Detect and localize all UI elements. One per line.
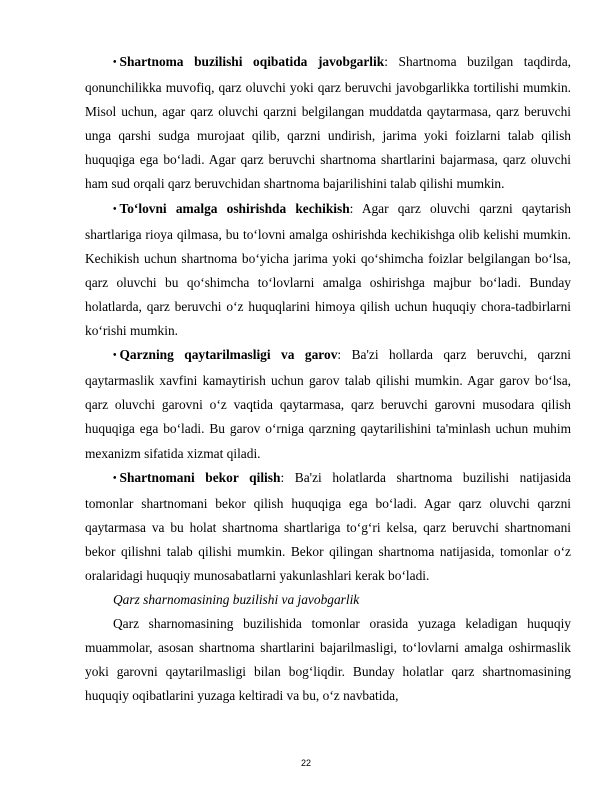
bullet-paragraph-delay <box>85 197 571 344</box>
bullet-icon: • <box>113 57 117 68</box>
bullet-icon: • <box>113 350 117 362</box>
bullet-text: : Ba'zi hollarda qarz beruvchi, qarzni qaytarmaslik xavfini kamaytirish uchun garov talab qilishi mumkin. Agar garov bo‘lsa, qarz oluvchi garovni o‘z vaqtida qaytarmasa, qarz beruvchi garovni musodara qilish huquqiga ega bo‘ladi. Bu garov o‘rniga qarzning qaytarilishini ta'minlash uchun muhim mexanizm sifatida xizmat qiladi. <box>85 347 571 461</box>
bullet-term: To‘lovni amalga oshirishda kechikish <box>119 200 350 216</box>
section-paragraph: Qarz sharnomasining buzilishida tomonlar orasida yuzaga keladigan huquqiy muammolar, asosan shartnoma shartlarini bajarilmasligi, to‘lovlarni amalga oshirmaslik yoki garovni qaytarilmasligi bilan bog‘liqdir. Bunday holatlar qarz shartnomasining huquqiy oqibatlarini yuzaga keltiradi va bu, o‘z navbatida, <box>85 616 571 704</box>
bullet-term: Shartnomani bekor qilish <box>119 469 281 485</box>
bullet-term: Qarzning qaytarilmasligi va garov <box>119 347 338 363</box>
bullet-paragraph-termination <box>85 466 571 588</box>
bullet-paragraph-liability <box>85 50 571 197</box>
bullet-term: Shartnoma buzilishi oqibatida javobgarlik <box>119 54 385 69</box>
page-number: 22 <box>300 758 311 768</box>
bullet-text: : Shartnoma buzilgan taqdirda, qonunchilikka muvofiq, qarz oluvchi yoki qarz beruvchi javobgarlikka tortilishi mumkin. Misol uchun, agar qarz oluvchi qarzni belgilangan muddatda qaytarmasa, qarz beruvchi unga qarshi sudga murojaat qilib, qarzni undirish, jarima yoki foizlarni talab qilish huquqiga ega bo‘ladi. Agar qarz beruvchi shartnoma shartlarini bajarmasa, qarz oluvchi ham sud orqali qarz beruvchidan shartnoma bajarilishini talab qilishi mumkin. <box>85 54 572 192</box>
bullet-text: : Ba'zi holatlarda shartnoma buzilishi natijasida tomonlar shartnomani bekor qilish huquqiga ega bo‘ladi. Agar qarz oluvchi qarzni qaytarmasa va bu holat shartnoma shartlariga to‘g‘ri kelsa, qarz beruvchi shartnomani bekor qilishni talab qilishi mumkin. Bekor qilingan shartnoma natijasida, tomonlar o‘z oralaridagi huquqiy munosabatlarni yakunlashlari kerak bo‘ladi. <box>85 469 571 583</box>
bullet-paragraph-collateral <box>85 343 571 465</box>
bullet-icon: • <box>113 472 117 484</box>
bullet-text: : Agar qarz oluvchi qarzni qaytarish shartlariga rioya qilmasa, bu to‘lovni amalga oshirishda kechikishga olib kelishi mumkin. Kechikish uchun shartnoma bo‘yicha jarima yoki qo‘shimcha foizlar belgilangan bo‘lsa, qarz oluvchi bu qo‘shimcha to‘lovlarni amalga oshirishga majbur bo‘ladi. Bunday holatlarda, qarz beruvchi o‘z huquqlarini himoya qilish uchun huquqiy chora-tadbirlarni ko‘rishi mumkin. <box>85 200 571 339</box>
document-page <box>85 50 571 709</box>
section-heading: Qarz sharnomasining buzilishi va javobgarlik <box>113 592 360 608</box>
bullet-icon: • <box>113 203 117 215</box>
